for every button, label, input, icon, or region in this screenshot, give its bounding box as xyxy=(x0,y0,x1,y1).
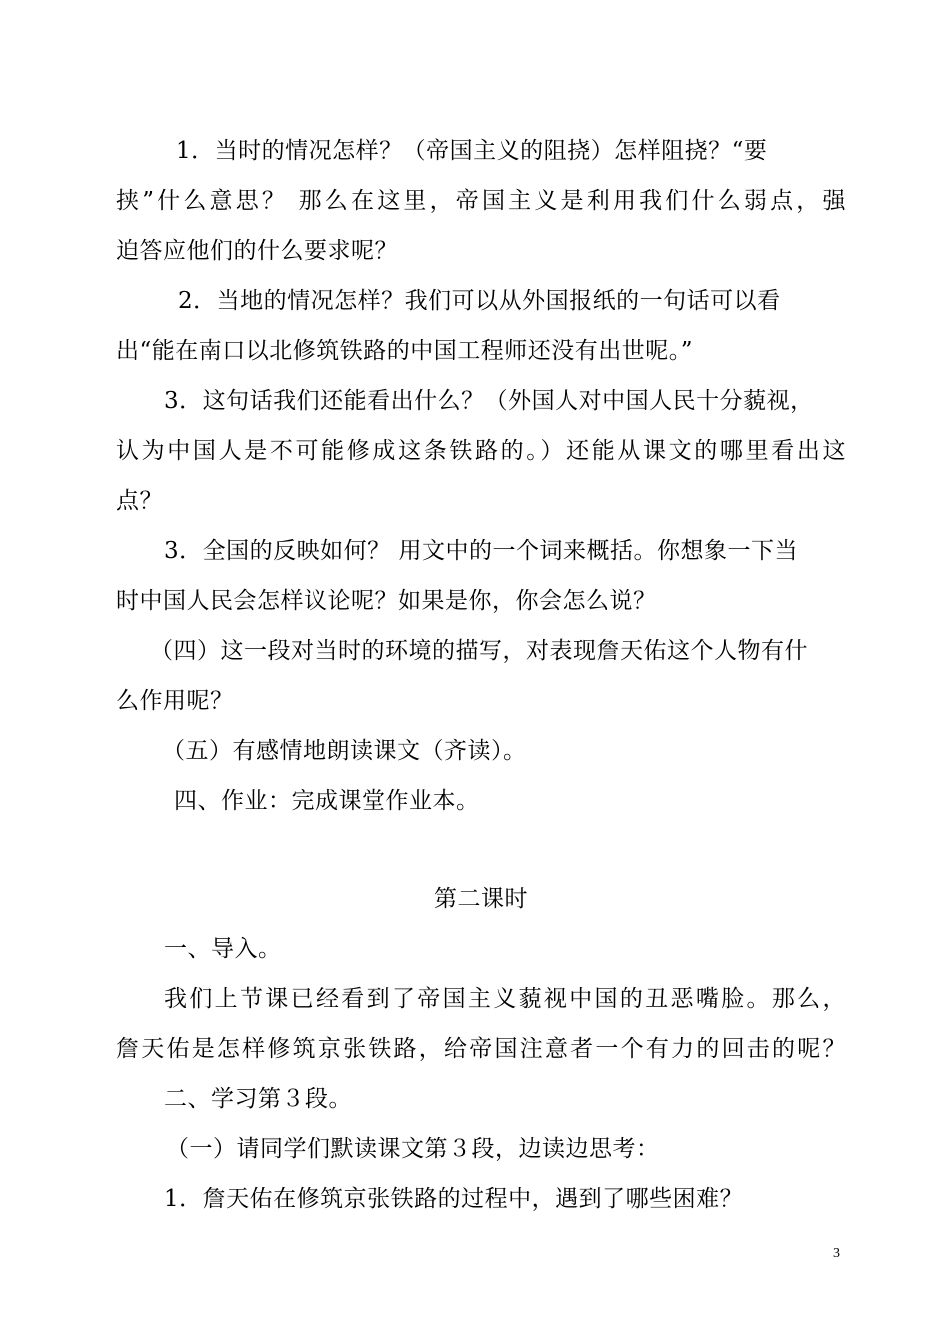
paragraph-2-line-1: 2．当地的情况怎样？我们可以从外国报纸的一句话可以看 xyxy=(178,288,781,314)
paragraph-1-line-2: 挟”什么意思？ 那么在这里，帝国主义是利用我们什么弱点，强 xyxy=(116,188,846,214)
paragraph-3-line-1: 3．这句话我们还能看出什么？（外国人对中国人民十分藐视， xyxy=(164,388,814,414)
paragraph-8-line-1: （一）请同学们默读课文第３段，边读边思考： xyxy=(166,1136,660,1162)
homework-line: 四、作业：完成课堂作业本。 xyxy=(174,788,480,814)
paragraph-2-line-2: 出“能在南口以北修筑铁路的中国工程师还没有出世呢。” xyxy=(116,338,694,364)
study-heading: 二、学习第３段。 xyxy=(164,1086,352,1112)
paragraph-6-line-1: （五）有感情地朗读课文（齐读）。 xyxy=(162,738,527,764)
section-heading: 第二课时 xyxy=(434,886,528,912)
paragraph-1-line-3: 迫答应他们的什么要求呢？ xyxy=(116,238,398,264)
page-number: 3 xyxy=(833,1246,840,1261)
paragraph-1-line-1: 1．当时的情况怎样？（帝国主义的阻挠）怎样阻挠？“要 xyxy=(176,138,768,164)
question-line: 1．詹天佑在修筑京张铁路的过程中，遇到了哪些困难？ xyxy=(164,1186,744,1212)
paragraph-7-line-2: 詹天佑是怎样修筑京张铁路，给帝国注意者一个有力的回击的呢？ xyxy=(116,1036,846,1062)
paragraph-3-line-2: 认为中国人是不可能修成这条铁路的。）还能从课文的哪里看出这 xyxy=(116,438,846,464)
paragraph-4-line-2: 时中国人民会怎样议论呢？如果是你，你会怎么说？ xyxy=(116,588,657,614)
paragraph-4-line-1: 3．全国的反映如何？ 用文中的一个词来概括。你想象一下当 xyxy=(164,538,798,564)
paragraph-5-line-1: （四）这一段对当时的环境的描写，对表现詹天佑这个人物有什 xyxy=(150,638,808,664)
paragraph-7-line-1: 我们上节课已经看到了帝国主义藐视中国的丑恶嘴脸。那么， xyxy=(164,986,846,1012)
intro-heading: 一、导入。 xyxy=(164,936,282,962)
paragraph-3-line-3: 点？ xyxy=(116,488,163,514)
paragraph-5-line-2: 么作用呢？ xyxy=(116,688,234,714)
